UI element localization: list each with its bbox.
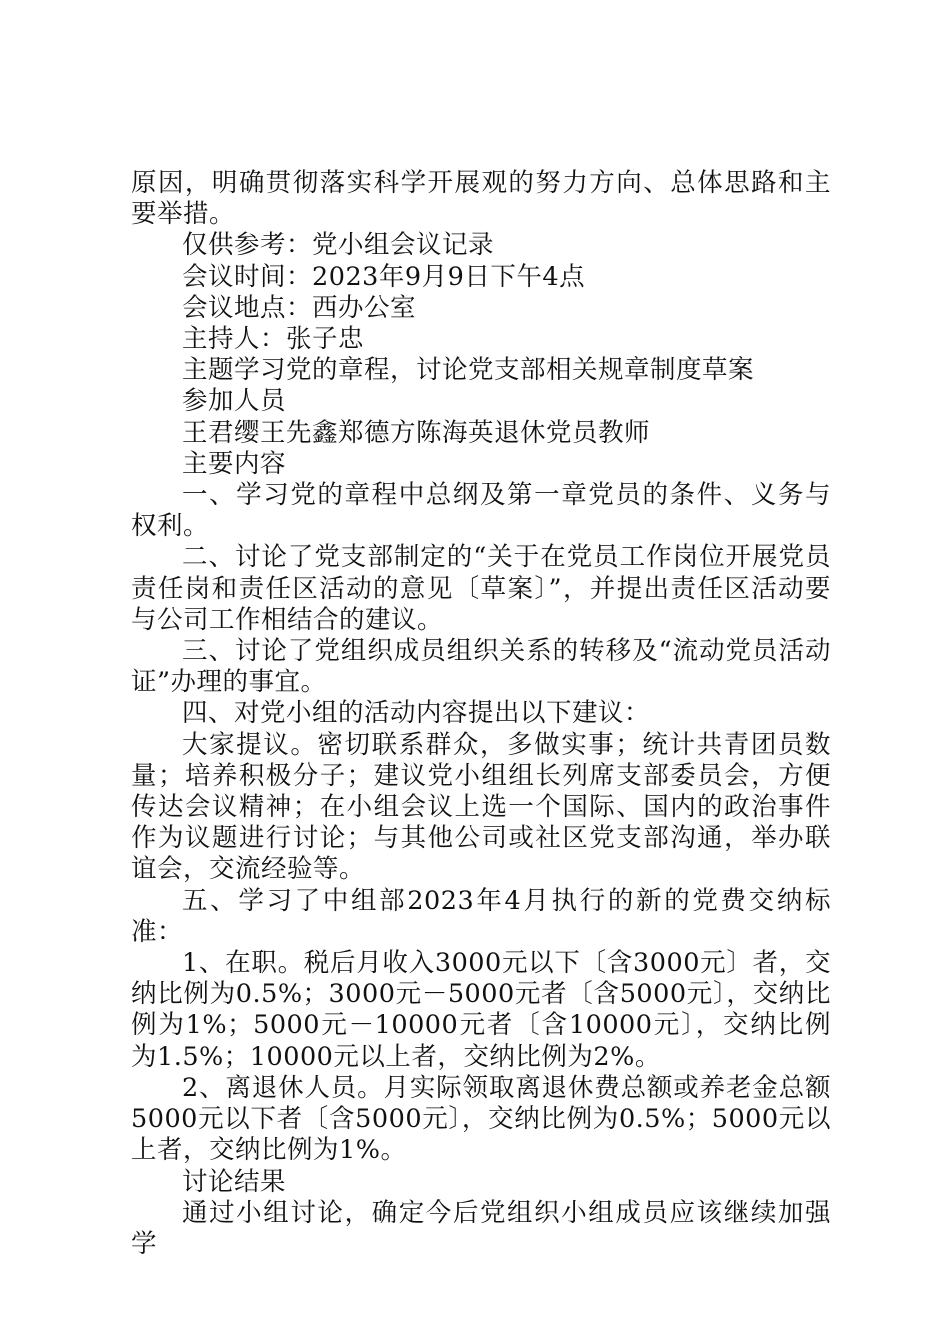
paragraph-attendees-heading: 参加人员	[182, 386, 287, 417]
paragraph-host: 主持人：张子忠	[182, 324, 365, 355]
paragraph-continuation: 原因，明确贯彻落实科学开展观的努力方向、总体思路和主要举措。	[131, 168, 831, 230]
paragraph-main-content-heading: 主要内容	[182, 448, 287, 479]
paragraph-attendees-list: 王君缨王先鑫郑德方陈海英退休党员教师	[182, 417, 651, 448]
paragraph-item-3: 三、讨论了党组织成员组织关系的转移及“流动党员活动证”办理的事宜。	[131, 636, 831, 698]
paragraph-item-4: 四、对党小组的活动内容提出以下建议：	[182, 698, 651, 729]
paragraph-item-2: 二、讨论了党支部制定的“关于在党员工作岗位开展党员责任岗和责任区活动的意见〔草案〕”，并提出责任区活动要与公司工作相结合的建议。	[131, 542, 831, 635]
paragraph-suggestions: 大家提议。密切联系群众，多做实事；统计共青团员数量；培养积极分子；建议党小组组长列席支部委员会，方便传达会议精神；在小组会议上选一个国际、国内的政治事件作为议题进行讨论；与其他公司或社区党支部沟通，举办联谊会，交流经验等。	[131, 729, 831, 885]
paragraph-discussion-result-heading: 讨论结果	[182, 1166, 287, 1197]
paragraph-item-1: 一、学习党的章程中总纲及第一章党员的条件、义务与权利。	[131, 480, 831, 542]
paragraph-item-5: 五、学习了中组部2023年4月执行的新的党费交纳标准：	[131, 885, 831, 947]
paragraph-fee-employed: 1、在职。税后月收入3000元以下〔含3000元〕者，交纳比例为0.5%；3000元－5000元者〔含5000元〕，交纳比例为1%；5000元－10000元者〔含10000元〕，交纳比例为1.5%；10000元以上者，交纳比例为2%。	[131, 948, 831, 1072]
paragraph-discussion-result: 通过小组讨论，确定今后党组织小组成员应该继续加强学	[131, 1197, 831, 1259]
paragraph-fee-retired: 2、离退休人员。月实际领取离退休费总额或养老金总额5000元以下者〔含5000元〕，交纳比例为0.5%；5000元以上者，交纳比例为1%。	[131, 1072, 831, 1166]
paragraph-meeting-time: 会议时间：2023年9月9日下午4点	[182, 261, 586, 292]
paragraph-reference-title: 仅供参考：党小组会议记录	[182, 230, 495, 261]
paragraph-meeting-place: 会议地点：西办公室	[182, 292, 417, 323]
paragraph-topic: 主题学习党的章程，讨论党支部相关规章制度草案	[182, 355, 755, 386]
document-body	[131, 168, 831, 1260]
